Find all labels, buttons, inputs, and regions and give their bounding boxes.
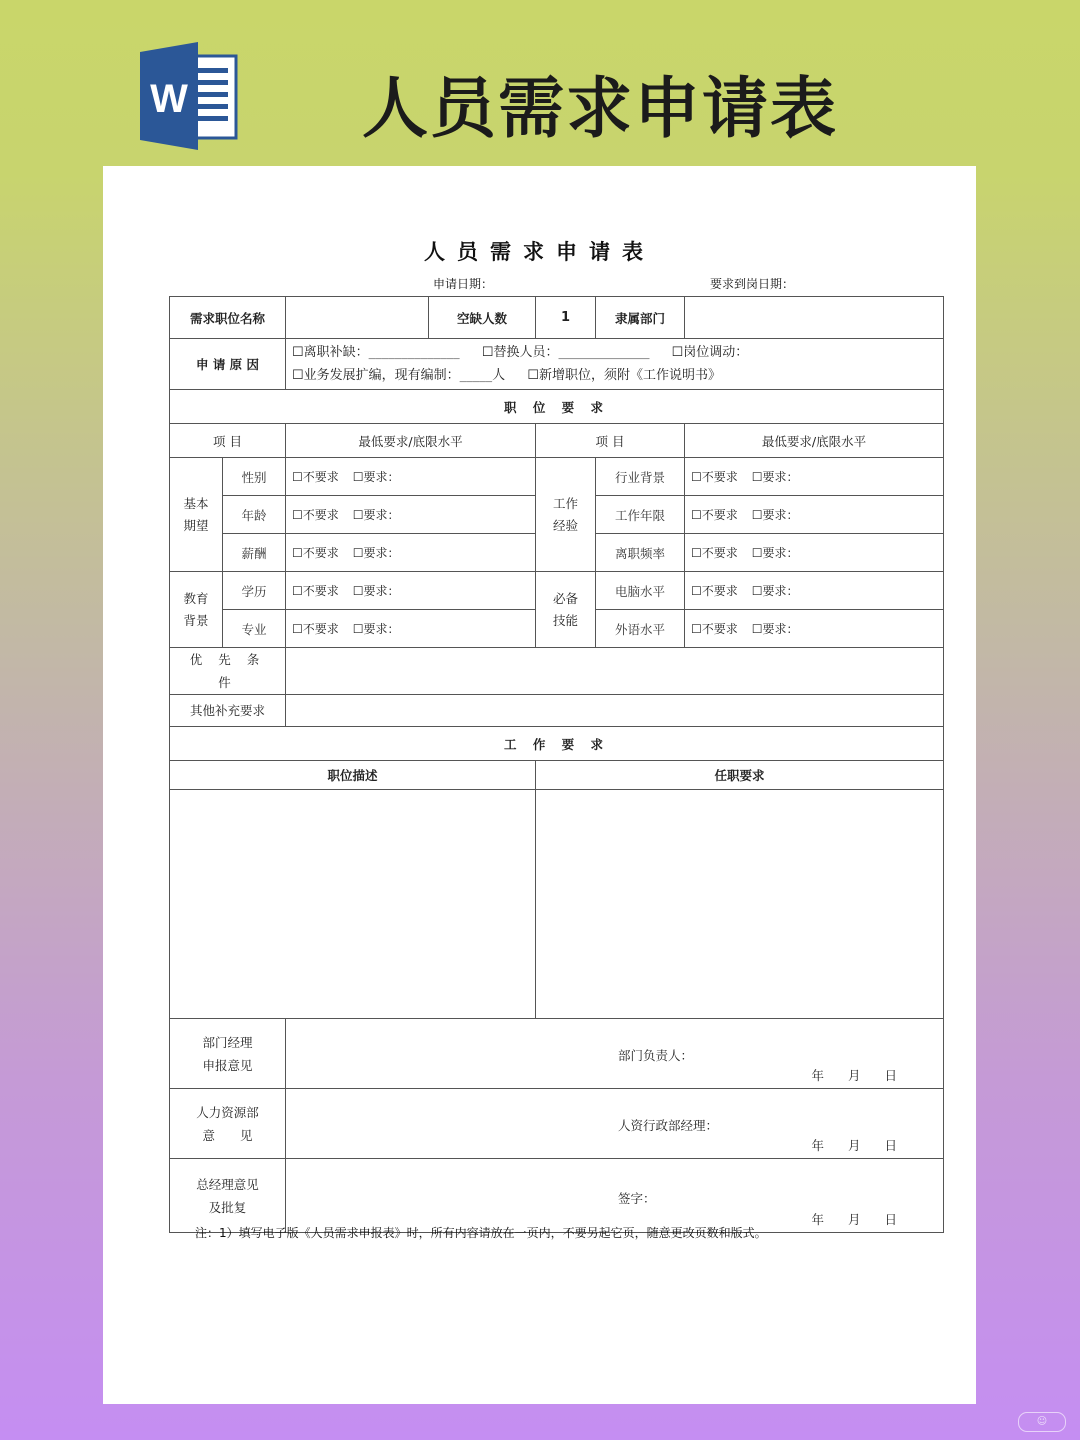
- dept-head-sign-label: 部门负责人：: [618, 1048, 694, 1063]
- group-education: 教育背景: [170, 572, 223, 648]
- qualifications-field[interactable]: [536, 790, 944, 1019]
- salary-not-required-checkbox[interactable]: ☐不要求: [292, 546, 339, 560]
- degree-not-required-checkbox[interactable]: ☐不要求: [292, 584, 339, 598]
- reason-expansion-checkbox[interactable]: ☐业务发展扩编，现有编制：_____人: [292, 368, 506, 383]
- degree-options: [286, 572, 536, 610]
- requisition-form-table: [169, 296, 944, 1233]
- watermark-badge: ☺: [1018, 1412, 1066, 1432]
- vacancy-count[interactable]: 1: [536, 297, 596, 339]
- col-requirement-left: 最低要求/底限水平: [286, 424, 536, 458]
- item-turnover: 离职频率: [596, 534, 685, 572]
- turnover-required-checkbox[interactable]: ☐要求：: [751, 546, 799, 560]
- computer-not-required-checkbox[interactable]: ☐不要求: [691, 584, 738, 598]
- industry-required-checkbox[interactable]: ☐要求：: [751, 470, 799, 484]
- major-required-checkbox[interactable]: ☐要求：: [352, 622, 400, 636]
- language-required-checkbox[interactable]: ☐要求：: [751, 622, 799, 636]
- reason-options: [286, 339, 944, 390]
- age-required-checkbox[interactable]: ☐要求：: [352, 508, 400, 522]
- dept-sign-date: 年 月 日: [811, 1068, 900, 1083]
- footnote: 注：1）填写电子版《人员需求申报表》时，所有内容请放在一页内，不要另起它页，随意更改页数和版式。: [195, 1226, 767, 1240]
- turnover-not-required-checkbox[interactable]: ☐不要求: [691, 546, 738, 560]
- word-icon-letter: W: [150, 77, 188, 121]
- col-item-right: 项 目: [536, 424, 685, 458]
- item-age: 年龄: [223, 496, 286, 534]
- item-salary: 薪酬: [223, 534, 286, 572]
- hr-sign-date: 年 月 日: [811, 1138, 900, 1153]
- job-description-label: 职位描述: [170, 761, 536, 790]
- item-industry: 行业背景: [596, 458, 685, 496]
- industry-options: [685, 458, 944, 496]
- other-requirements-field[interactable]: [286, 695, 944, 727]
- item-language: 外语水平: [596, 610, 685, 648]
- group-basic-expectations: 基本期望: [170, 458, 223, 572]
- apply-date-label: 申请日期：: [433, 277, 494, 291]
- hr-manager-sign-label: 人资行政部经理：: [618, 1118, 719, 1133]
- group-required-skills: 必备技能: [536, 572, 596, 648]
- position-requirements-heading: 职 位 要 求: [170, 390, 944, 424]
- banner-title: 人员需求申请表: [362, 70, 838, 147]
- turnover-options: [685, 534, 944, 572]
- salary-options: [286, 534, 536, 572]
- priority-conditions-field[interactable]: [286, 648, 944, 695]
- salary-required-checkbox[interactable]: ☐要求：: [352, 546, 400, 560]
- hr-opinion-field[interactable]: [286, 1089, 944, 1159]
- dept-manager-opinion-field[interactable]: [286, 1019, 944, 1089]
- work-years-not-required-checkbox[interactable]: ☐不要求: [691, 508, 738, 522]
- age-options: [286, 496, 536, 534]
- vacancy-label: 空缺人数: [429, 297, 536, 339]
- job-description-field[interactable]: [170, 790, 536, 1019]
- arrival-date-label: 要求到岗日期：: [710, 277, 795, 291]
- work-years-required-checkbox[interactable]: ☐要求：: [751, 508, 799, 522]
- document-title: 人员需求申请表: [424, 240, 655, 264]
- computer-options: [685, 572, 944, 610]
- work-years-options: [685, 496, 944, 534]
- item-degree: 学历: [223, 572, 286, 610]
- item-major: 专业: [223, 610, 286, 648]
- major-not-required-checkbox[interactable]: ☐不要求: [292, 622, 339, 636]
- qualifications-label: 任职要求: [536, 761, 944, 790]
- reason-transfer-checkbox[interactable]: ☐岗位调动：: [671, 345, 749, 360]
- item-computer: 电脑水平: [596, 572, 685, 610]
- col-item-left: 项 目: [170, 424, 286, 458]
- reason-label: 申 请 原 因: [170, 339, 286, 390]
- language-not-required-checkbox[interactable]: ☐不要求: [691, 622, 738, 636]
- gm-sign-label: 签字：: [618, 1191, 656, 1206]
- item-work-years: 工作年限: [596, 496, 685, 534]
- industry-not-required-checkbox[interactable]: ☐不要求: [691, 470, 738, 484]
- hr-opinion-label: 人力资源部 意 见: [170, 1089, 286, 1159]
- reason-replacement-checkbox[interactable]: ☐替换人员：______________: [481, 345, 650, 360]
- gender-required-checkbox[interactable]: ☐要求：: [352, 470, 400, 484]
- department-label: 隶属部门: [596, 297, 685, 339]
- department-field[interactable]: [685, 297, 944, 339]
- other-requirements-label: 其他补充要求: [170, 695, 286, 727]
- col-requirement-right: 最低要求/底限水平: [685, 424, 944, 458]
- group-work-experience: 工作经验: [536, 458, 596, 572]
- language-options: [685, 610, 944, 648]
- priority-conditions-label: 优 先 条 件: [170, 648, 286, 695]
- position-name-field[interactable]: [286, 297, 429, 339]
- reason-vacancy-fill-checkbox[interactable]: ☐离职补缺：______________: [292, 345, 460, 360]
- gm-sign-date: 年 月 日: [811, 1212, 900, 1227]
- age-not-required-checkbox[interactable]: ☐不要求: [292, 508, 339, 522]
- dept-manager-opinion-label: 部门经理 申报意见: [170, 1019, 286, 1089]
- computer-required-checkbox[interactable]: ☐要求：: [751, 584, 799, 598]
- gm-opinion-label: 总经理意见 及批复: [170, 1159, 286, 1233]
- gm-opinion-field[interactable]: [286, 1159, 944, 1233]
- major-options: [286, 610, 536, 648]
- work-requirements-heading: 工 作 要 求: [170, 727, 944, 761]
- word-icon: [140, 42, 240, 150]
- gender-options: [286, 458, 536, 496]
- reason-new-position-checkbox[interactable]: ☐新增职位，须附《工作说明书》: [527, 368, 721, 383]
- item-gender: 性别: [223, 458, 286, 496]
- position-name-label: 需求职位名称: [170, 297, 286, 339]
- document-page: [103, 166, 976, 1404]
- gender-not-required-checkbox[interactable]: ☐不要求: [292, 470, 339, 484]
- degree-required-checkbox[interactable]: ☐要求：: [352, 584, 400, 598]
